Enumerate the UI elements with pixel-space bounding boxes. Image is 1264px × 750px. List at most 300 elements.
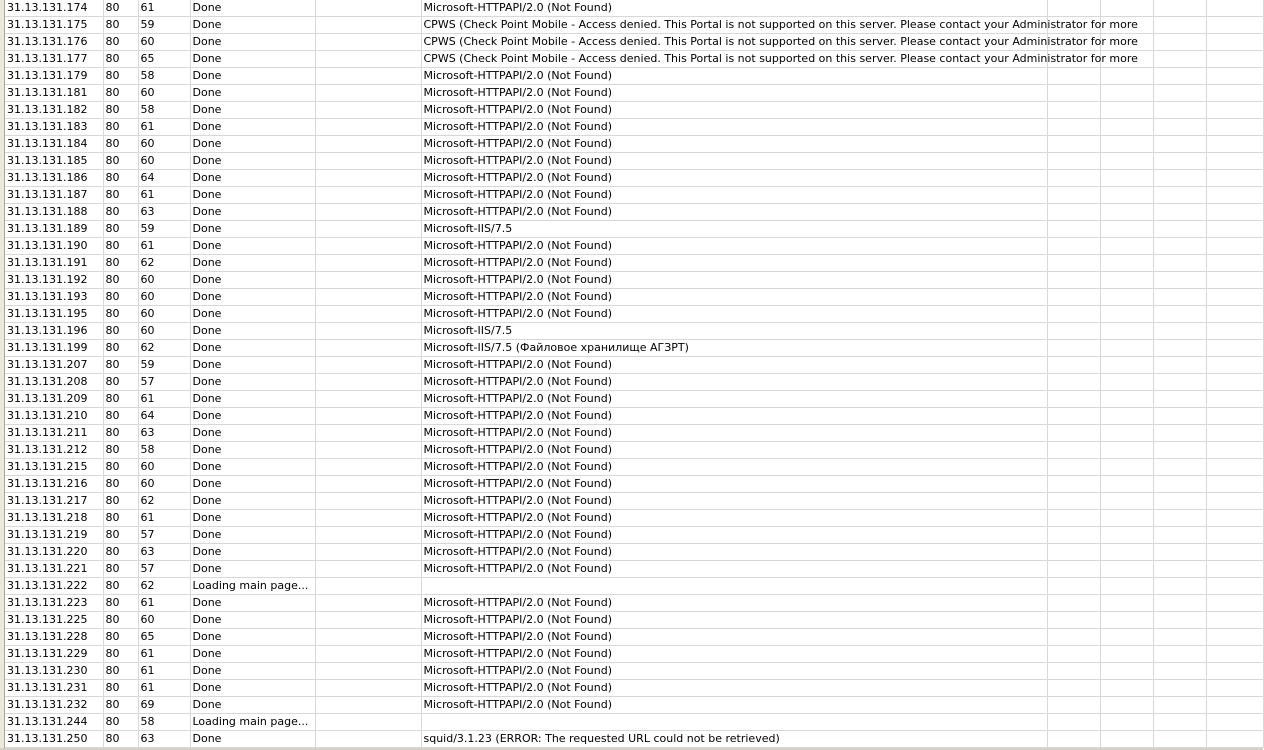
empty-cell [315,493,421,510]
time-cell: 62 [138,340,190,357]
empty-cell [315,102,421,119]
table-row[interactable] [5,612,1263,629]
extra-cell [1047,391,1100,408]
table-row[interactable] [5,357,1263,374]
table-row[interactable] [5,442,1263,459]
banner-cell: Microsoft-HTTPAPI/2.0 (Not Found) [421,357,1047,374]
extra-cell [1100,153,1153,170]
status-cell: Done [190,544,315,561]
banner-cell: Microsoft-HTTPAPI/2.0 (Not Found) [421,85,1047,102]
extra-cell [1100,425,1153,442]
extra-cell [1100,187,1153,204]
extra-cell [1206,136,1263,153]
empty-cell [315,510,421,527]
extra-cell [1047,204,1100,221]
port-cell: 80 [103,425,138,442]
ip-cell: 31.13.131.228 [5,629,103,646]
banner-cell [421,578,1047,595]
table-row[interactable] [5,102,1263,119]
time-cell: 60 [138,289,190,306]
empty-cell [315,136,421,153]
extra-cell [1047,408,1100,425]
port-cell: 80 [103,697,138,714]
port-cell: 80 [103,187,138,204]
table-row[interactable] [5,170,1263,187]
status-cell: Done [190,697,315,714]
table-row[interactable] [5,68,1263,85]
extra-cell [1100,510,1153,527]
extra-cell [1100,289,1153,306]
ip-cell: 31.13.131.215 [5,459,103,476]
port-cell: 80 [103,17,138,34]
table-row[interactable] [5,663,1263,680]
empty-cell [315,85,421,102]
ip-cell: 31.13.131.230 [5,663,103,680]
table-row[interactable] [5,187,1263,204]
ip-cell: 31.13.131.186 [5,170,103,187]
extra-cell [1153,153,1206,170]
table-row[interactable] [5,731,1263,748]
extra-cell [1047,323,1100,340]
extra-cell [1153,391,1206,408]
table-row[interactable] [5,476,1263,493]
status-cell: Done [190,442,315,459]
extra-cell [1153,119,1206,136]
port-cell: 80 [103,85,138,102]
extra-cell [1153,306,1206,323]
ip-cell: 31.13.131.250 [5,731,103,748]
empty-cell [315,425,421,442]
table-row[interactable] [5,289,1263,306]
table-row[interactable] [5,629,1263,646]
status-cell: Done [190,357,315,374]
port-cell: 80 [103,663,138,680]
table-row[interactable] [5,527,1263,544]
banner-cell: Microsoft-IIS/7.5 (Файловое хранилище АГЗРТ) [421,340,1047,357]
extra-cell [1206,357,1263,374]
table-row[interactable] [5,680,1263,697]
empty-cell [315,612,421,629]
extra-cell [1100,102,1153,119]
extra-cell [1047,629,1100,646]
port-cell: 80 [103,442,138,459]
table-row[interactable] [5,119,1263,136]
banner-cell: Microsoft-HTTPAPI/2.0 (Not Found) [421,697,1047,714]
banner-cell: Microsoft-HTTPAPI/2.0 (Not Found) [421,119,1047,136]
extra-cell [1047,510,1100,527]
table-row[interactable] [5,391,1263,408]
extra-cell [1153,510,1206,527]
extra-cell [1153,663,1206,680]
table-row[interactable] [5,459,1263,476]
extra-cell [1047,714,1100,731]
extra-cell [1047,340,1100,357]
port-cell: 80 [103,646,138,663]
banner-cell: Microsoft-HTTPAPI/2.0 (Not Found) [421,442,1047,459]
table-row[interactable] [5,561,1263,578]
extra-cell [1047,119,1100,136]
extra-cell [1206,595,1263,612]
extra-cell [1206,612,1263,629]
time-cell: 61 [138,0,190,17]
ip-cell: 31.13.131.212 [5,442,103,459]
table-row[interactable] [5,204,1263,221]
extra-cell [1153,442,1206,459]
port-cell: 80 [103,578,138,595]
extra-cell [1206,340,1263,357]
ip-cell: 31.13.131.179 [5,68,103,85]
banner-cell: Microsoft-HTTPAPI/2.0 (Not Found) [421,68,1047,85]
extra-cell [1100,493,1153,510]
ip-cell: 31.13.131.182 [5,102,103,119]
extra-cell [1047,595,1100,612]
extra-cell [1206,323,1263,340]
ip-cell: 31.13.131.190 [5,238,103,255]
ip-cell: 31.13.131.210 [5,408,103,425]
table-row[interactable] [5,272,1263,289]
extra-cell [1100,408,1153,425]
status-cell: Done [190,476,315,493]
extra-cell [1047,0,1100,17]
status-cell: Loading main page... [190,714,315,731]
port-cell: 80 [103,102,138,119]
time-cell: 59 [138,17,190,34]
table-row[interactable] [5,408,1263,425]
extra-cell [1100,136,1153,153]
time-cell: 63 [138,544,190,561]
status-cell: Done [190,323,315,340]
extra-cell [1206,697,1263,714]
status-cell: Done [190,119,315,136]
extra-cell [1047,612,1100,629]
extra-cell [1206,187,1263,204]
status-cell: Done [190,595,315,612]
port-cell: 80 [103,510,138,527]
extra-cell [1047,544,1100,561]
status-cell: Done [190,663,315,680]
ip-cell: 31.13.131.231 [5,680,103,697]
extra-cell [1100,85,1153,102]
extra-cell [1206,289,1263,306]
status-cell: Done [190,34,315,51]
extra-cell [1206,425,1263,442]
time-cell: 59 [138,221,190,238]
extra-cell [1047,255,1100,272]
status-cell: Done [190,17,315,34]
table-row[interactable] [5,17,1263,34]
extra-cell [1206,391,1263,408]
status-cell: Done [190,527,315,544]
empty-cell [315,17,421,34]
empty-cell [315,527,421,544]
port-cell: 80 [103,629,138,646]
port-cell: 80 [103,221,138,238]
table-row[interactable] [5,374,1263,391]
extra-cell [1153,323,1206,340]
extra-cell [1100,306,1153,323]
extra-cell [1047,136,1100,153]
banner-cell: Microsoft-HTTPAPI/2.0 (Not Found) [421,663,1047,680]
time-cell: 62 [138,493,190,510]
time-cell: 65 [138,629,190,646]
extra-cell [1153,221,1206,238]
port-cell: 80 [103,561,138,578]
port-cell: 80 [103,374,138,391]
ip-cell: 31.13.131.223 [5,595,103,612]
extra-cell [1206,476,1263,493]
time-cell: 62 [138,255,190,272]
extra-cell [1047,374,1100,391]
empty-cell [315,357,421,374]
extra-cell [1100,221,1153,238]
status-cell: Done [190,0,315,17]
extra-cell [1100,119,1153,136]
empty-cell [315,408,421,425]
empty-cell [315,68,421,85]
banner-cell: Microsoft-HTTPAPI/2.0 (Not Found) [421,493,1047,510]
empty-cell [315,0,421,17]
extra-cell [1206,238,1263,255]
port-cell: 80 [103,51,138,68]
extra-cell [1047,306,1100,323]
extra-cell [1153,629,1206,646]
extra-cell [1153,561,1206,578]
empty-cell [315,170,421,187]
time-cell: 63 [138,425,190,442]
extra-cell [1153,272,1206,289]
ip-cell: 31.13.131.199 [5,340,103,357]
extra-cell [1047,102,1100,119]
port-cell: 80 [103,731,138,748]
status-cell: Done [190,306,315,323]
ip-cell: 31.13.131.222 [5,578,103,595]
extra-cell [1047,731,1100,748]
extra-cell [1153,374,1206,391]
extra-cell [1153,646,1206,663]
banner-cell: Microsoft-HTTPAPI/2.0 (Not Found) [421,391,1047,408]
status-cell: Done [190,68,315,85]
banner-cell: Microsoft-HTTPAPI/2.0 (Not Found) [421,289,1047,306]
banner-cell: Microsoft-HTTPAPI/2.0 (Not Found) [421,170,1047,187]
extra-cell [1206,68,1263,85]
ip-cell: 31.13.131.196 [5,323,103,340]
port-cell: 80 [103,544,138,561]
banner-cell: Microsoft-HTTPAPI/2.0 (Not Found) [421,459,1047,476]
extra-cell [1047,561,1100,578]
port-cell: 80 [103,391,138,408]
time-cell: 60 [138,476,190,493]
table-row[interactable] [5,51,1263,68]
table-row[interactable] [5,0,1263,17]
port-cell: 80 [103,408,138,425]
extra-cell [1153,697,1206,714]
extra-cell [1206,102,1263,119]
time-cell: 61 [138,680,190,697]
banner-cell: Microsoft-IIS/7.5 [421,323,1047,340]
extra-cell [1206,663,1263,680]
extra-cell [1100,578,1153,595]
time-cell: 60 [138,272,190,289]
extra-cell [1153,357,1206,374]
extra-cell [1153,578,1206,595]
extra-cell [1047,68,1100,85]
time-cell: 60 [138,136,190,153]
table-row[interactable] [5,714,1263,731]
ip-cell: 31.13.131.217 [5,493,103,510]
ip-cell: 31.13.131.175 [5,17,103,34]
ip-cell: 31.13.131.244 [5,714,103,731]
results-table-body [5,0,1263,748]
extra-cell [1153,459,1206,476]
extra-cell [1100,561,1153,578]
ip-cell: 31.13.131.176 [5,34,103,51]
extra-cell [1206,17,1263,34]
time-cell: 65 [138,51,190,68]
ip-cell: 31.13.131.209 [5,391,103,408]
status-cell: Done [190,255,315,272]
banner-cell: CPWS (Check Point Mobile - Access denied. This Portal is not supported on this server. Please contact your Administrator for more [421,51,1047,68]
extra-cell [1153,476,1206,493]
status-cell: Done [190,612,315,629]
empty-cell [315,153,421,170]
banner-cell: Microsoft-HTTPAPI/2.0 (Not Found) [421,255,1047,272]
table-row[interactable] [5,34,1263,51]
time-cell: 61 [138,663,190,680]
banner-cell: Microsoft-HTTPAPI/2.0 (Not Found) [421,612,1047,629]
time-cell: 58 [138,714,190,731]
extra-cell [1100,170,1153,187]
status-cell: Done [190,102,315,119]
table-row[interactable] [5,306,1263,323]
extra-cell [1047,527,1100,544]
table-row[interactable] [5,544,1263,561]
banner-cell: squid/3.1.23 (ERROR: The requested URL could not be retrieved) [421,731,1047,748]
extra-cell [1206,680,1263,697]
extra-cell [1047,680,1100,697]
ip-cell: 31.13.131.174 [5,0,103,17]
table-row[interactable] [5,136,1263,153]
extra-cell [1153,714,1206,731]
ip-cell: 31.13.131.207 [5,357,103,374]
table-row[interactable] [5,425,1263,442]
time-cell: 61 [138,187,190,204]
extra-cell [1153,255,1206,272]
port-cell: 80 [103,493,138,510]
banner-cell: Microsoft-HTTPAPI/2.0 (Not Found) [421,238,1047,255]
extra-cell [1100,255,1153,272]
port-cell: 80 [103,714,138,731]
table-row[interactable] [5,595,1263,612]
time-cell: 62 [138,578,190,595]
extra-cell [1153,187,1206,204]
port-cell: 80 [103,340,138,357]
extra-cell [1047,170,1100,187]
table-row[interactable] [5,493,1263,510]
extra-cell [1206,527,1263,544]
empty-cell [315,51,421,68]
empty-cell [315,697,421,714]
extra-cell [1047,476,1100,493]
port-cell: 80 [103,459,138,476]
time-cell: 57 [138,527,190,544]
status-cell: Done [190,391,315,408]
empty-cell [315,442,421,459]
extra-cell [1206,629,1263,646]
table-row[interactable] [5,85,1263,102]
ip-cell: 31.13.131.220 [5,544,103,561]
table-row[interactable] [5,238,1263,255]
extra-cell [1206,731,1263,748]
table-row[interactable] [5,646,1263,663]
extra-cell [1047,663,1100,680]
scan-results-list[interactable] [5,0,1263,750]
banner-cell: Microsoft-HTTPAPI/2.0 (Not Found) [421,102,1047,119]
extra-cell [1047,697,1100,714]
ip-cell: 31.13.131.208 [5,374,103,391]
table-row[interactable] [5,323,1263,340]
banner-cell: Microsoft-HTTPAPI/2.0 (Not Found) [421,187,1047,204]
time-cell: 60 [138,459,190,476]
empty-cell [315,306,421,323]
time-cell: 58 [138,68,190,85]
port-cell: 80 [103,255,138,272]
time-cell: 61 [138,646,190,663]
extra-cell [1100,323,1153,340]
extra-cell [1100,391,1153,408]
extra-cell [1153,527,1206,544]
time-cell: 64 [138,170,190,187]
table-row[interactable] [5,578,1263,595]
port-cell: 80 [103,204,138,221]
port-cell: 80 [103,357,138,374]
banner-cell: CPWS (Check Point Mobile - Access denied. This Portal is not supported on this server. Please contact your Administrator for more [421,17,1047,34]
empty-cell [315,238,421,255]
empty-cell [315,272,421,289]
table-row[interactable] [5,697,1263,714]
time-cell: 58 [138,102,190,119]
table-row[interactable] [5,153,1263,170]
extra-cell [1047,646,1100,663]
extra-cell [1100,663,1153,680]
banner-cell: Microsoft-HTTPAPI/2.0 (Not Found) [421,374,1047,391]
banner-cell [421,714,1047,731]
extra-cell [1153,238,1206,255]
status-cell: Done [190,425,315,442]
table-row[interactable] [5,510,1263,527]
status-cell: Done [190,646,315,663]
ip-cell: 31.13.131.181 [5,85,103,102]
empty-cell [315,646,421,663]
status-cell: Done [190,204,315,221]
empty-cell [315,119,421,136]
extra-cell [1206,204,1263,221]
extra-cell [1100,442,1153,459]
empty-cell [315,255,421,272]
status-cell: Done [190,187,315,204]
extra-cell [1047,187,1100,204]
time-cell: 60 [138,612,190,629]
status-cell: Done [190,289,315,306]
status-cell: Done [190,731,315,748]
banner-cell: Microsoft-HTTPAPI/2.0 (Not Found) [421,425,1047,442]
status-cell: Done [190,493,315,510]
ip-cell: 31.13.131.229 [5,646,103,663]
table-row[interactable] [5,221,1263,238]
table-row[interactable] [5,255,1263,272]
banner-cell: Microsoft-HTTPAPI/2.0 (Not Found) [421,408,1047,425]
banner-cell: Microsoft-HTTPAPI/2.0 (Not Found) [421,646,1047,663]
table-row[interactable] [5,340,1263,357]
